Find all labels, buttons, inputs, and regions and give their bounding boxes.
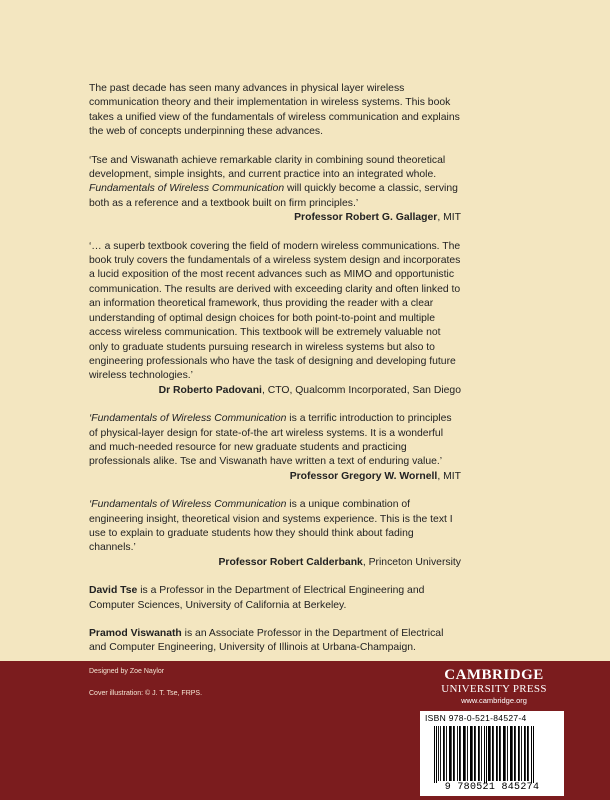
quote-text: is a unique combination of engineering insight, theoretical vision and systems experience. This is the text I use to explain to graduate students how they should think about fading channels.’ <box>89 499 453 554</box>
barcode-bar <box>434 726 435 783</box>
barcode-digits: 9 780521 845274 <box>444 782 540 793</box>
author-description: is an Associate Professor in the Department of Electrical and Computer Engineering, University of Illinois at Urbana-Champaign. <box>89 628 444 654</box>
barcode-bar <box>510 726 513 781</box>
barcode-bar <box>467 726 468 781</box>
author-bio-viswanath <box>89 627 461 656</box>
isbn-label: ISBN 978-0-521-84527-4 <box>425 713 527 723</box>
publisher-logo <box>424 667 564 706</box>
barcode-bar <box>503 726 506 781</box>
publisher-name: CAMBRIDGE <box>444 667 544 683</box>
publisher-url: www.cambridge.org <box>461 696 527 705</box>
barcode-bar <box>481 726 482 781</box>
barcode-bar <box>440 726 441 781</box>
author-name: David Tse <box>89 585 138 597</box>
barcode-bar <box>449 726 452 781</box>
quote-author: Dr Roberto Padovani <box>158 384 262 396</box>
author-name: Pramod Viswanath <box>89 628 182 639</box>
barcode-bar <box>496 726 498 781</box>
barcode-bar <box>463 726 466 781</box>
barcode-bar <box>453 726 455 781</box>
illustration-credit: Cover illustration: © J. T. Tse, FRPS. <box>89 690 203 697</box>
quote-affiliation: , MIT <box>437 470 461 482</box>
barcode-bar <box>470 726 473 781</box>
publisher-subname: UNIVERSITY PRESS <box>441 683 547 695</box>
author-bio-tse <box>89 584 461 613</box>
barcode-bar <box>436 726 437 783</box>
barcode-bar <box>518 726 520 781</box>
barcode-bar <box>507 726 508 781</box>
barcode-bar <box>499 726 501 781</box>
barcode-bar <box>514 726 516 781</box>
credits <box>89 667 202 711</box>
quote-author: Professor Robert Calderbank <box>218 556 363 568</box>
barcode-bar <box>492 726 494 781</box>
barcode-bar <box>459 726 461 781</box>
quote-calderbank <box>89 498 461 570</box>
barcode-bar <box>478 726 480 781</box>
barcode-bar <box>484 726 485 783</box>
book-title: ‘Fundamentals of Wireless Communication <box>89 413 287 425</box>
barcode-bar <box>474 726 476 781</box>
barcode-bar <box>457 726 458 781</box>
author-description: is a Professor in the Department of Electrical Engineering and Computer Sciences, University of California at Berkeley. <box>89 585 425 611</box>
quote-gallager <box>89 154 461 226</box>
quote-text: will quickly become a classic, serving both as a reference and a textbook built on firm principles.’ <box>89 183 458 209</box>
barcode-bar <box>533 726 534 783</box>
barcode-bar <box>486 726 487 783</box>
quote-wornell <box>89 412 461 484</box>
barcode-bar <box>443 726 445 781</box>
book-title: ‘Fundamentals of Wireless Communication <box>89 499 287 511</box>
quote-text: ‘Tse and Viswanath achieve remarkable clarity in combining sound theoretical development, simple insights, and current practice into an integrated whole. <box>89 154 446 181</box>
quote-affiliation: , MIT <box>437 212 461 224</box>
barcode-bar <box>521 726 522 781</box>
barcode-bar <box>438 726 439 781</box>
quote-text: is a terrific introduction to principles of physical-layer design for state-of-the art wireless systems. It is a wonderful and much-needed resource for new graduate students and practicing professionals alike. Tse and Viswanath have written a text of enduring value.’ <box>89 413 452 468</box>
barcode-bar <box>446 726 447 781</box>
quote-padovani <box>89 240 461 398</box>
designer-credit: Designed by Zoe Naylor <box>89 668 165 675</box>
quote-affiliation: , CTO, Qualcomm Incorporated, San Diego <box>261 384 461 396</box>
quote-author: Professor Gregory W. Wornell <box>289 470 438 482</box>
barcode-bar <box>531 726 532 783</box>
barcode-bar <box>524 726 526 781</box>
book-title: Fundamentals of Wireless Communication <box>89 183 285 195</box>
quote-author: Professor Robert G. Gallager <box>294 212 438 224</box>
quote-affiliation: , Princeton University <box>362 556 461 568</box>
barcode-bar <box>488 726 491 781</box>
intro-paragraph: The past decade has seen many advances in physical layer wireless communication theory and their implementation in wireless systems. This book takes a unified view of the fundamentals of wireless communication and explains the web of concepts underpinning these advances. <box>89 83 460 138</box>
barcode-icon <box>420 711 564 783</box>
barcode-panel <box>420 711 564 796</box>
barcode-bar <box>527 726 529 781</box>
cover-text <box>89 82 461 670</box>
quote-text: ‘… a superb textbook covering the field of modern wireless communications. The book truly covers the fundamentals of a wireless system design and incorporates a lucid exposition of the most recent advances such as MIMO and opportunistic communication. The results are derived with exceeding clarity and often linked to an information theoretical framework, thus providing the reader with a clear understanding of optimal design choices for both point-to-point and multiple access wireless communication. This textbook will be extremely valuable not only to graduate students pursuing research in wireless systems but also to engineering professionals who have the task of designing and developing future wireless technologies.’ <box>89 240 461 382</box>
